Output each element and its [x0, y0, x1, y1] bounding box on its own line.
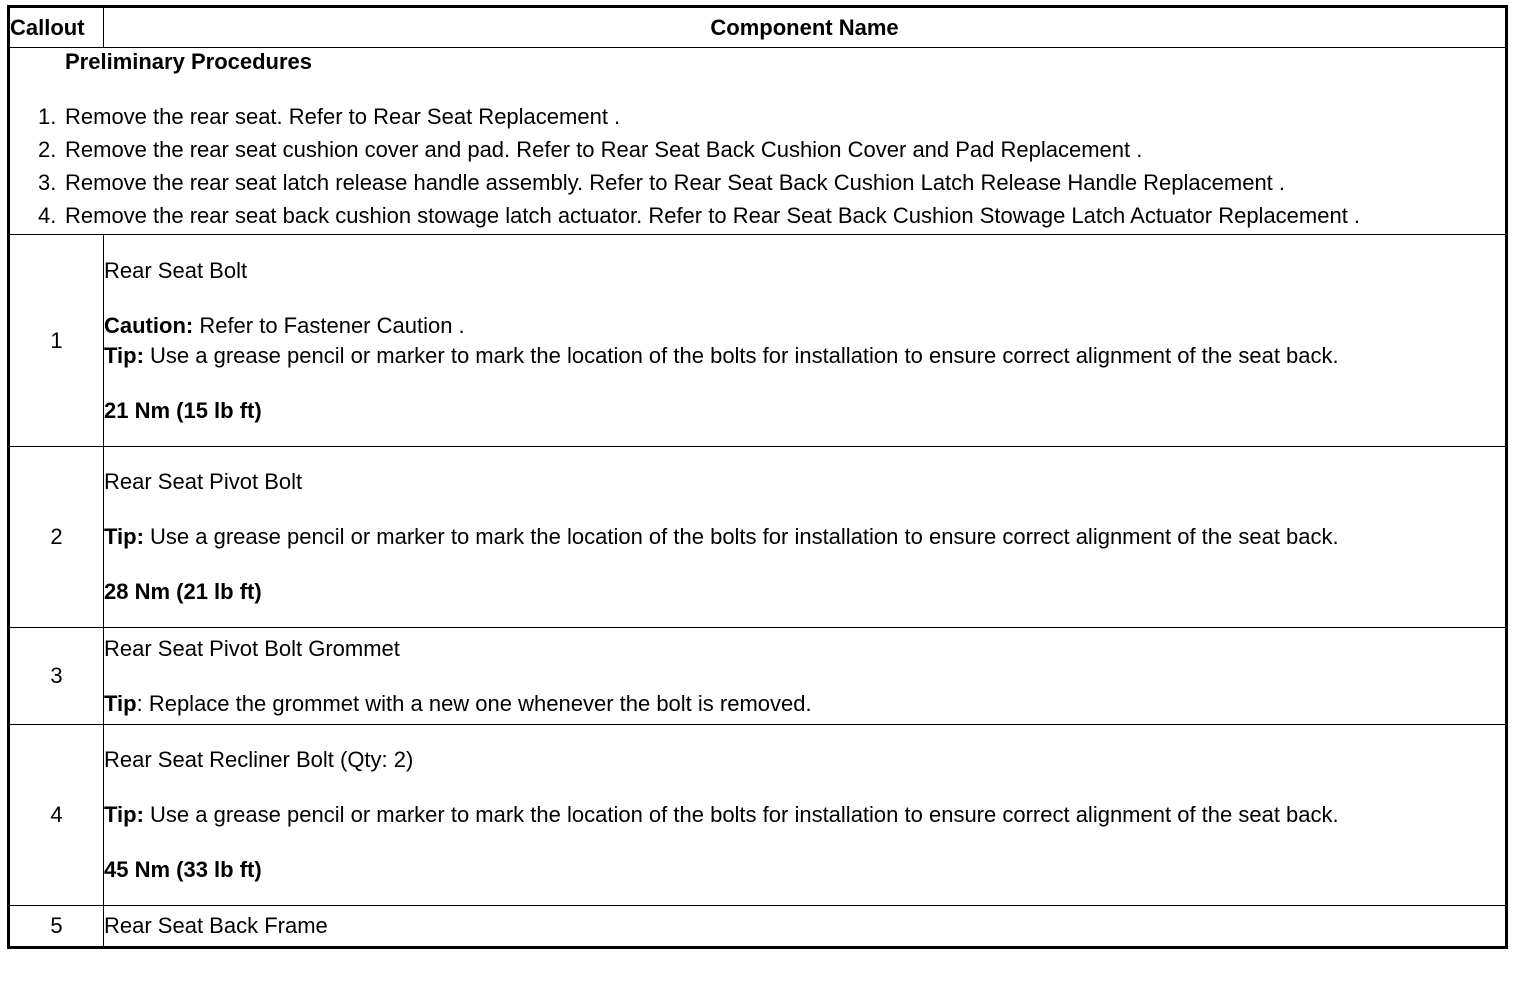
step-number: 4. [38, 203, 57, 228]
preliminary-step [10, 201, 1505, 231]
preliminary-step [10, 168, 1505, 198]
preliminary-steps-list [10, 102, 1505, 231]
tip-note [104, 522, 1505, 552]
tip-text: Use a grease pencil or marker to mark the location of the bolts for installation to ensure correct alignment of the seat back. [143, 524, 1339, 549]
preliminary-step [10, 135, 1505, 165]
component-name: Rear Seat Bolt [104, 257, 248, 283]
table-header-row [9, 7, 1507, 48]
preliminary-step [10, 102, 1505, 132]
component-name: Rear Seat Pivot Bolt [104, 469, 303, 494]
tip-label: Tip: [104, 342, 144, 368]
callout-number: 5 [9, 906, 104, 948]
component-cell [104, 235, 1507, 447]
tip-note [104, 689, 1505, 719]
tip-text: Use a grease pencil or marker to mark the location of the bolts for installation to ensure correct alignment of the seat back. [143, 802, 1339, 827]
step-text: Remove the rear seat. Refer to Rear Seat Replacement . [65, 104, 621, 129]
tip-text: : Replace the grommet with a new one whenever the bolt is removed. [136, 690, 812, 716]
caution-text: Refer to Fastener Caution . [193, 312, 465, 338]
component-name: Rear Seat Recliner Bolt (Qty: 2) [104, 747, 414, 772]
caution-note [104, 311, 1505, 341]
component-cell [104, 447, 1507, 628]
preliminary-procedures-title: Preliminary Procedures [65, 49, 313, 74]
component-name: Rear Seat Pivot Bolt Grommet [104, 635, 400, 661]
tip-text: Use a grease pencil or marker to mark the location of the bolts for installation to ensure correct alignment of the seat back. [143, 342, 1339, 368]
tip-note [104, 800, 1505, 830]
tip-label: Tip: [104, 524, 144, 549]
step-text: Remove the rear seat cushion cover and pad. Refer to Rear Seat Back Cushion Cover and Pad Replacement . [65, 137, 1143, 162]
preliminary-procedures-cell [9, 48, 1507, 235]
component-name-column-header: Component Name [104, 7, 1507, 48]
torque-spec: 21 Nm (15 lb ft) [104, 397, 262, 423]
table-row [9, 906, 1507, 948]
table-row [9, 235, 1507, 447]
preliminary-procedures-row [9, 48, 1507, 235]
torque-spec: 28 Nm (21 lb ft) [104, 579, 262, 604]
torque-spec: 45 Nm (33 lb ft) [104, 857, 262, 882]
caution-label: Caution: [104, 312, 194, 338]
tip-note [104, 341, 1505, 371]
step-number: 2. [38, 137, 57, 162]
callout-column-header: Callout [9, 7, 104, 48]
component-table [7, 5, 1508, 949]
step-number: 3. [38, 170, 57, 195]
callout-number: 3 [9, 628, 104, 725]
tip-label: Tip [104, 690, 137, 716]
component-cell [104, 906, 1507, 948]
tip-label: Tip: [104, 802, 144, 827]
callout-number: 2 [9, 447, 104, 628]
component-cell [104, 628, 1507, 725]
table-row [9, 447, 1507, 628]
component-cell [104, 725, 1507, 906]
callout-number: 1 [9, 235, 104, 447]
step-text: Remove the rear seat latch release handle assembly. Refer to Rear Seat Back Cushion Latch Release Handle Replacement . [65, 170, 1286, 195]
component-name: Rear Seat Back Frame [104, 913, 328, 938]
callout-number: 4 [9, 725, 104, 906]
table-row [9, 725, 1507, 906]
step-text: Remove the rear seat back cushion stowage latch actuator. Refer to Rear Seat Back Cushion Stowage Latch Actuator Replacement . [65, 203, 1361, 228]
table-row [9, 628, 1507, 725]
step-number: 1. [38, 104, 57, 129]
